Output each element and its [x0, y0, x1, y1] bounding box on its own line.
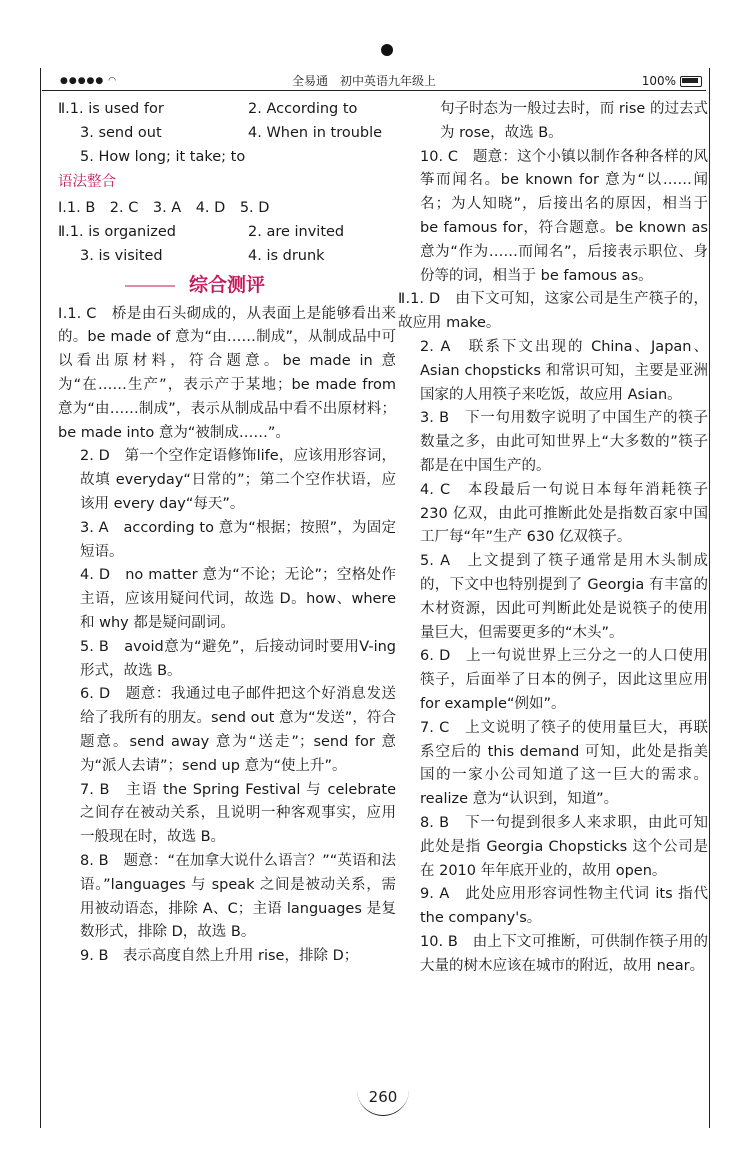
- answer-row: [58, 245, 396, 269]
- left-column: [58, 98, 396, 969]
- answer-item: 8. B 下一句提到很多人来求职，由此可知此处是指 Georgia Chopsticks 这个公司是在 2010 年年底开业的，故用 open。: [420, 814, 708, 879]
- answer-cell: 2. are invited: [248, 223, 345, 240]
- answer-item: 10. B 由上下文可推断，可供制作筷子用的大量的树木应该在城市的附近，故用 near。: [420, 933, 708, 974]
- title-divider: [125, 285, 175, 287]
- answer-item: 10. C 题意：这个小镇以制作各种各样的风筝而闻名。be known for 意为“以……闻名；为人知晓”，后接出名的原因，相当于 be famous for，符合题意。be known as 意为“作为……而闻名”，后接表示职位、身份等的词，相当于 be famous as。: [420, 148, 708, 284]
- answer-item: 7. C 上文说明了筷子的使用量巨大，再联系空后的 this demand 可知，此处是指美国的一家小公司知道了这一巨大的需求。realize 意为“认识到，知道”。: [420, 719, 708, 808]
- answer-cell: Ⅱ.1. is organized: [58, 223, 177, 240]
- signal-icon: ●●●●● ◠: [60, 76, 117, 86]
- watermark-logo: [626, 1099, 736, 1145]
- answer-item: Ⅰ.1. C 桥是由石头砌成的，从表面上是能够看出来的。be made of 意为“由……制成”，从制成品中可以看出原材料，符合题意。be made in 意为“在……生产”，表示产于某地；be made from 意为“由……制成”，表示从制成品中看不出原材料；be made into 意为“被制成……”。: [58, 305, 396, 441]
- right-column: [398, 98, 708, 978]
- answer-item: 5. A 上文提到了筷子通常是用木头制成的，下文中也特别提到了 Georgia 有丰富的木材资源，因此可判断此处是说筷子的使用量巨大，但需要更多的“木头”。: [420, 553, 708, 641]
- answer-cell: 2. According to: [248, 101, 358, 117]
- answer-cell: 3. send out: [80, 124, 162, 141]
- answer-row: [58, 122, 396, 146]
- answer-item: 7. B 主语 the Spring Festival 与 celebrate 之间存在被动关系，且说明一种客观事实，应用一般现在时，故选 B。: [80, 781, 396, 846]
- answer-cell: Ⅱ.1. is used for: [58, 101, 164, 117]
- answer-item: 4. D no matter 意为“不论；无论”；空格处作主语，应该用疑问代词，故选 D。how、where 和 why 都是疑问副词。: [80, 567, 396, 631]
- answer-item: 6. D 题意：我通过电子邮件把这个好消息发送给了我所有的朋友。send out 意为“发送”，符合题意。send away 意为“送走”；send for 意为“派人去请”；send up 意为“使上升”。: [80, 686, 396, 774]
- answer-cell: 4. is drunk: [248, 247, 325, 264]
- answer-item: 3. A according to 意为“根据；按照”，为固定短语。: [80, 519, 396, 560]
- page-number: 260: [357, 1082, 409, 1116]
- answer-item: 句子时态为一般过去时，而 rise 的过去式为 rose，故选 B。: [440, 101, 708, 141]
- grammar-answers: Ⅰ.1. B 2. C 3. A 4. D 5. D: [58, 200, 270, 217]
- answer-item: Ⅱ.1. D 由下文可知，这家公司是生产筷子的，故应用 make。: [398, 291, 708, 332]
- answer-item: 4. C 本段最后一句说日本每年消耗筷子230 亿双，由此可推断此处是指数百家中国工厂每“年”生产 630 亿双筷子。: [420, 481, 708, 546]
- answer-item: 5. B avoid意为“避免”，后接动词时要用V-ing形式，故选 B。: [80, 638, 396, 679]
- battery-level: 100%: [641, 74, 676, 88]
- answer-cell: 4. When in trouble: [248, 124, 383, 141]
- status-bar: [42, 72, 706, 91]
- answer-row: [58, 146, 396, 170]
- answer-row: [58, 221, 396, 245]
- answer-item: 3. B 下一句用数字说明了中国生产的筷子数量之多，由此可知世界上“大多数的”筷子都是在中国生产的。: [420, 410, 708, 474]
- answer-item: 6. D 上一句说世界上三分之一的人口使用筷子，后面举了日本的例子，因此这里应用 for example“例如”。: [420, 648, 708, 712]
- answer-item: 2. A 联系下文出现的 China、Japan、Asian chopsticks 和常识可知，主要是亚洲国家的人用筷子来吃饭，故应用 Asian。: [420, 338, 708, 403]
- test-title-text: 综合测评: [188, 273, 265, 296]
- answer-row: [58, 98, 396, 122]
- header-title: 全易通 初中英语九年级上: [292, 74, 437, 88]
- answer-item: 2. D 第一个空作定语修饰life，应该用形容词，故填 everyday“日常的”；第二个空作状语，应该用 every day“每天”。: [80, 448, 396, 512]
- test-section-title: [58, 269, 396, 303]
- answer-cell: 5. How long; it take; to: [80, 148, 246, 165]
- answer-item: 9. A 此处应用形容词性物主代词 its 指代 the company's。: [420, 886, 708, 927]
- battery-icon: [680, 76, 702, 87]
- answer-item: 8. B 题意：“在加拿大说什么语言？”“英语和法语。”languages 与 speak 之间是被动关系，需用被动语态，排除 A、C；主语 languages 是复数形式，排除 D，故选 B。: [80, 852, 396, 941]
- answer-cell: 3. is visited: [80, 247, 163, 264]
- tablet-camera: [381, 44, 393, 56]
- grammar-section-title: 语法整合: [58, 174, 116, 191]
- answer-item: 9. B 表示高度自然上升用 rise，排除 D；: [80, 948, 359, 965]
